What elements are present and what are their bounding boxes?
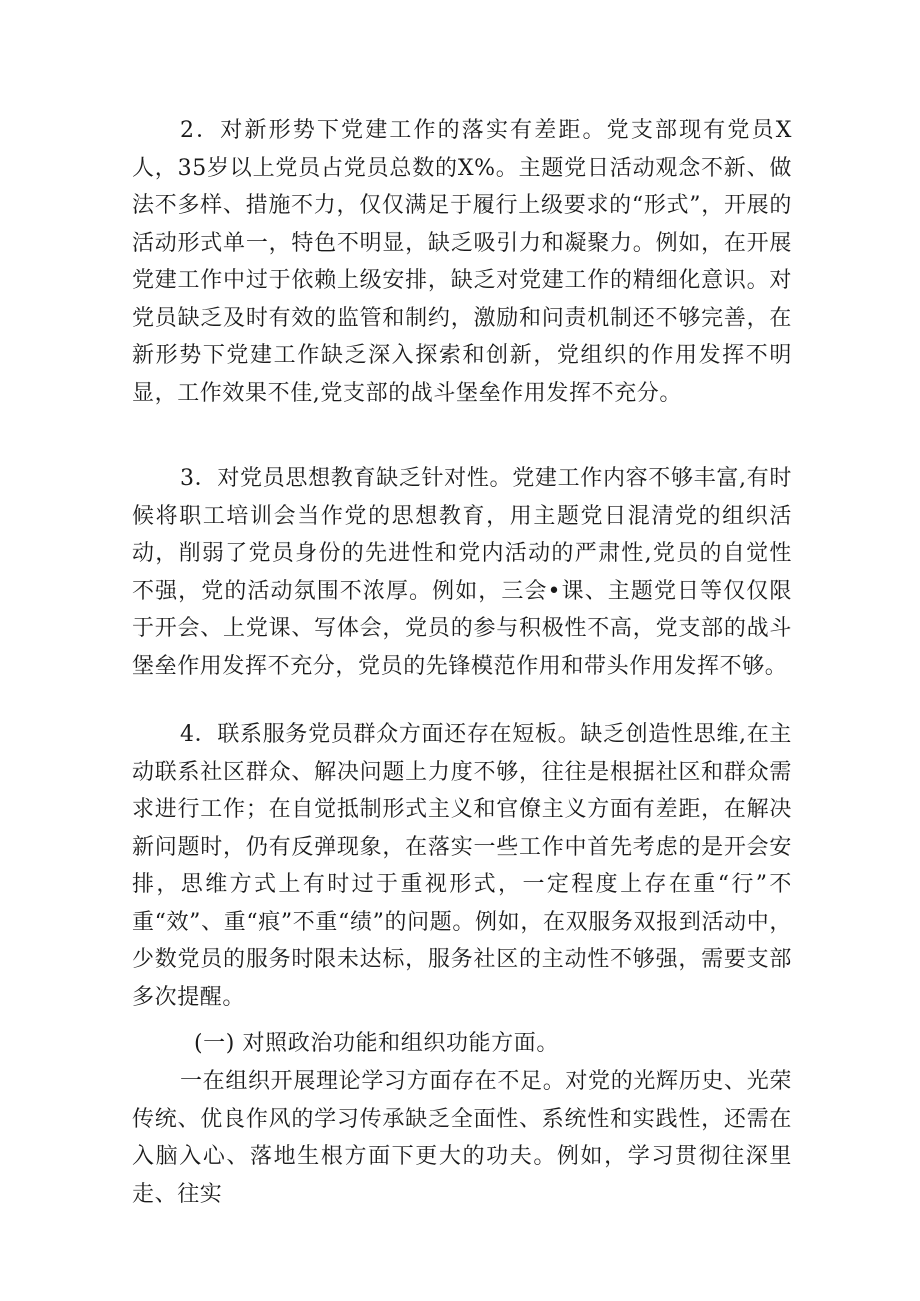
paragraph-item-3: 3．对党员思想教育缺乏针对性。党建工作内容不够丰富,有时候将职工培训会当作党的思想教育，用主题党日混清党的组织活动，削弱了党员身份的先进性和党内活动的严肃性,党员的自觉性不强，党的活动氛围不浓厚。例如，三会•课、主题党日等仅仅限于开会、上党课、写体会，党员的参与积极性不高，党支部的战斗堡垒作用发挥不充分，党员的先锋模范作用和带头作用发挥不够。 — [132, 466, 792, 679]
section-heading: (一) 对照政治功能和组织功能方面。 — [194, 1031, 559, 1056]
paragraph-item-4: 4．联系服务党员群众方面还存在短板。缺乏创造性思维,在主动联系社区群众、解决问题上力度不够，往往是根据社区和群众需求进行工作；在自觉抵制形式主义和官僚主义方面有差距，在解决新问题时，仍有反弹现象，在落实一些工作中首先考虑的是开会安排，思维方式上有时过于重视形式，一定程度上存在重“行”不重“效”、重“痕”不重“绩”的问题。例如，在双服务双报到活动中，少数党员的服务时限未达标，服务社区的主动性不够强，需要支部多次提醒。 — [132, 722, 792, 1010]
paragraph-item-2: 2．对新形势下党建工作的落实有差距。党支部现有党员X人，35岁以上党员占党员总数的X%。主题党日活动观念不新、做法不多样、措施不力，仅仅满足于履行上级要求的“形式”，开展的活动形式单一，特色不明显，缺乏吸引力和凝聚力。例如，在开展党建工作中过于依赖上级安排，缺乏对党建工作的精细化意识。对党员缺乏及时有效的监管和制约，激励和问责机制还不够完善，在新形势下党建工作缺乏深入探索和创新，党组织的作用发挥不明显，工作效果不佳,党支部的战斗堡垒作用发挥不充分。 — [132, 118, 792, 406]
paragraph-theory-study: 一在组织开展理论学习方面存在不足。对党的光辉历史、光荣传统、优良作风的学习传承缺乏全面性、系统性和实践性，还需在入脑入心、落地生根方面下更大的功夫。例如，学习贯彻往深里走、往实 — [132, 1069, 792, 1207]
